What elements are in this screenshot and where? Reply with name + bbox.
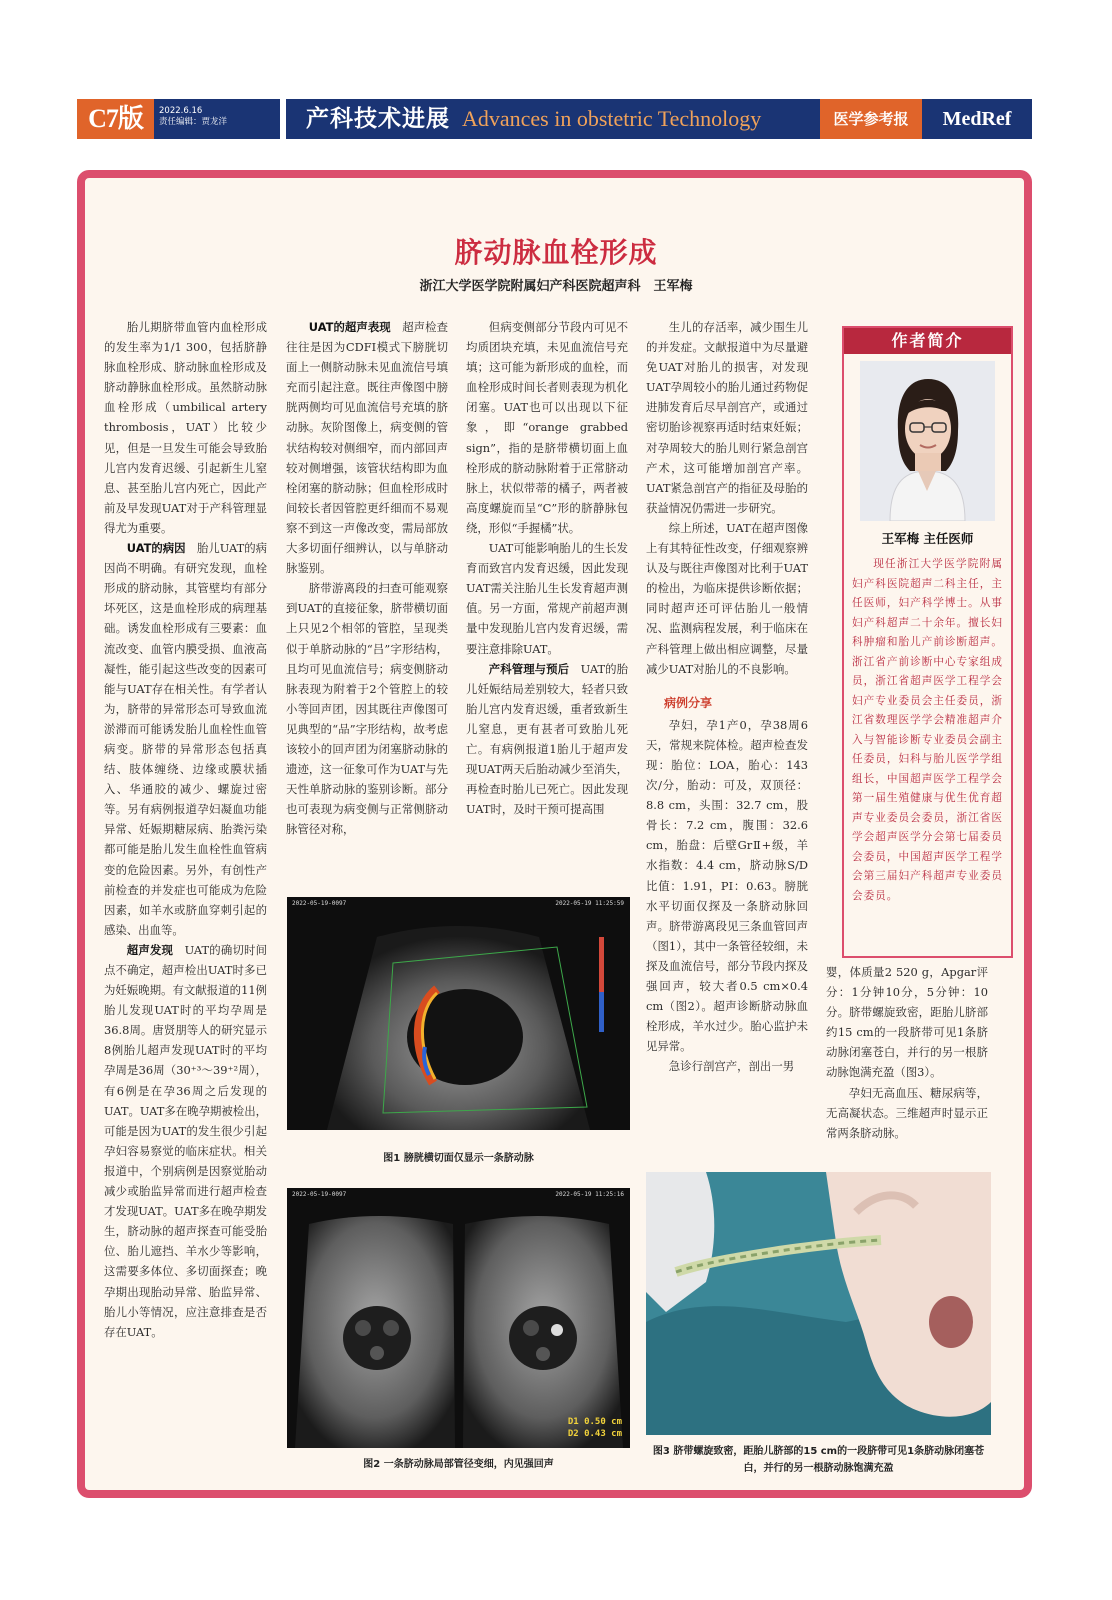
author-name: 王军梅 主任医师 — [881, 531, 974, 546]
column-banner — [286, 99, 820, 139]
scan-time: 2022-05-19 11:25:16 — [555, 1191, 624, 1198]
paragraph: 胎儿期脐带血管内血栓形成的发生率为1/1 300，包括脐静脉血栓形成、脐动脉血栓形成及脐动静脉血栓形成。虽然脐动脉血栓形成（umbilical artery thrombosis，UAT）比较少见，但是一旦发生可能会导致胎儿宫内发育迟缓、引起新生儿窒息、甚至胎儿宫内死亡，因此产前及早发现UAT对于产科管理显得尤为重要。 — [104, 320, 267, 535]
paragraph: 但病变侧部分节段内可见不均质团块充填，未见血流信号充填；这可能为新形成的血栓，而血栓形成时间长者则表现为机化闭塞。UAT也可以出现以下征象，即“orange grabbed sign”，指的是脐带横切面上血栓形成的脐动脉附着于正常脐动脉上，状似带蒂的橘子，两者被高度螺旋而呈“C”形的脐静脉包绕，形似“手握橘”状。 — [466, 320, 628, 535]
section-heading: UAT的病因 — [126, 541, 186, 556]
article-byline: 浙江大学医学院附属妇产科医院超声科 王军梅 — [419, 279, 693, 294]
figure-1-caption: 图1 膀胱横切面仅显示一条脐动脉 — [383, 1153, 534, 1164]
section-heading: 超声发现 — [126, 942, 174, 957]
paragraph: 超声发现 UAT的确切时间点不确定，超声检出UAT时多已为妊娠晚期。有文献报道的11例胎儿发现UAT时的平均孕周是36.8周。唐贤朋等人的研究显示8例胎儿超声发现UAT时的平均孕周是36周（30⁺³～39⁺²周），有6例是在孕36周之后发现的UAT。UAT多在晚孕期被检出，可能是因为UAT的发生很少引起孕妇容易察觉的临床症状。相关报道中，个别病例是因察觉胎动减少或胎监异常而进行超声检查才发现UAT。UAT多在晚孕期发生，脐动脉的超声探查可能受胎位、胎儿遮挡、羊水少等影响，这需要多体位、多切面探查；晚孕期出现胎动异常、胎监异常、胎儿小等情况，应注意排查是否存在UAT。 — [104, 942, 267, 1339]
paragraph: 产科管理与预后 UAT的胎儿妊娠结局差别较大，轻者只致胎儿宫内发育迟缓，重者致新生儿窒息，更有甚者可致胎儿死亡。有病例报道1胎儿于超声发现UAT两天后胎动减少至消失，再检查时胎儿已死亡。因此发现UAT时，及时干预可提高围 — [466, 661, 628, 817]
text-column-1 — [104, 317, 267, 1342]
portrait-illustration — [860, 361, 995, 521]
measurement-d2: D2 0.43 cm — [567, 1429, 622, 1439]
figure-1-ultrasound — [287, 897, 630, 1130]
issue-meta — [154, 99, 280, 139]
ultrasound-dual-image — [287, 1188, 630, 1448]
author-box — [842, 326, 1013, 958]
scan-time: 2022-05-19 11:25:59 — [555, 900, 624, 907]
issue-editor: 责任编辑：贾龙洋 — [159, 117, 228, 127]
paragraph: 婴，体质量2 520 g，Apgar评分：1分钟10分，5分钟：10分。脐带螺旋致密，距胎儿脐部约15 cm的一段脐带可见1条脐动脉闭塞苍白，并行的另一根脐动脉饱满充盈（图3）。 — [826, 965, 988, 1080]
scan-id: 2022-05-19-0097 — [292, 900, 347, 907]
scan-id: 2022-05-19-0097 — [292, 1191, 347, 1198]
case-heading: 病例分享 — [664, 695, 713, 710]
measurement-d1: D1 0.50 cm — [567, 1417, 622, 1427]
paragraph: UAT的病因 胎儿UAT的病因尚不明确。有研究发现，血栓形成的脐动脉，其管壁均有部分坏死区，这是血栓形成的病理基础。诱发血栓形成有三要素：血流改变、血管内膜受损、血液高凝性，能引起这些改变的因素可能与UAT存在相关性。有学者认为，脐带的异常形态可导致血流淤滞而可能诱发胎儿血栓性血管病变。脐带的异常形态包括真结、肢体缠绕、边缘或膜状插入、华通胶的减少、螺旋过密等。另有病例报道孕妇凝血功能异常、妊娠期糖尿病、胎粪污染都可能是胎儿发生血栓性血管病变的危险因素。另外，有创性产前检查的并发症也可能成为危险因素，如羊水或脐血穿刺引起的感染、出血等。 — [104, 541, 267, 937]
text-column-3 — [466, 317, 628, 819]
umbilical-cord-photo — [646, 1172, 991, 1435]
paragraph: 孕妇，孕1产0，孕38周6天，常规来院体检。超声检查发现：胎位：LOA，胎心：143次/分，胎动：可及，双顶径：8.8 cm，头围：32.7 cm，股骨长：7.2 cm，腹围：32.6 cm，胎盘：后壁GrⅡ+级，羊水指数：4.4 cm，脐动脉S/D比值：1.91，PI：0.63。膀胱水平切面仅探及一条脐动脉回声。脐带游离段见三条血管回声（图1），其中一条管径较细，未探及血流信号，部分节段内探及强回声，较大者0.5 cm×0.4 cm（图2）。超声诊断脐动脉血栓形成，羊水过少。胎心监护未见异常。 — [646, 717, 808, 1054]
author-heading: 作者简介 — [844, 328, 1011, 354]
ultrasound-doppler-image — [287, 897, 630, 1130]
text-column-4 — [646, 317, 808, 1076]
issue-date: 2022.6.16 — [159, 106, 203, 116]
figure-3-caption: 图3 脐带螺旋致密，距胎儿脐部的15 cm的一段脐带可见1条脐动脉闭塞苍白，并行的另一根脐动脉饱满充盈 — [652, 1446, 985, 1474]
paragraph: UAT的超声表现 超声检查往往是因为CDFI模式下膀胱切面上一侧脐动脉未见血流信号填充而引起注意。既往声像图中膀胱两侧均可见血流信号充填的脐动脉。灰阶图像上，病变侧的管状结构较对侧细窄，而内部回声较对侧增强，该管状结构即为血栓闭塞的脐动脉；但血栓形成时间较长者因管腔更纤细而不易观察不到这一声像改变，需局部放大多切面仔细辨认，以与单脐动脉鉴别。 — [286, 320, 448, 576]
article-title: 脐动脉血栓形成 — [454, 236, 658, 269]
brand-cn: 医学参考报 — [820, 99, 922, 139]
paragraph: 孕妇无高血压、糖尿病等，无高凝状态。三维超声时显示正常两条脐动脉。 — [826, 1085, 988, 1140]
section-heading: UAT的超声表现 — [308, 320, 391, 334]
author-bio: 现任浙江大学医学院附属妇产科医院超声二科主任，主任医师，妇产科学博士。从事妇产科超声二十余年。擅长妇科肿瘤和胎儿产前诊断超声。浙江省产前诊断中心专家组成员，浙江省超声医学工程学会妇产专业委员会主任委员，浙江省数理医学学会精准超声介入与智能诊断专业委员会副主任委员，妇科与胎儿医学学组组长，中国超声医学工程学会第一届生殖健康与优生优育超声专业委员会委员，浙江省医学会超声医学分会第七届委员会委员，中国超声医学工程学会第三届妇产科超声专业委员会委员。 — [852, 558, 1003, 902]
paragraph: 脐带游离段的扫查可能观察到UAT的直接征象，脐带横切面上只见2个相邻的管腔，呈现类似于单脐动脉的“吕”字形结构，且均可见血流信号；病变侧脐动脉表现为附着于2个管腔上的较小等回声团，因其既往声像图可见典型的“品”字形结构，故考虑该较小的回声团为闭塞脐动脉的遗迹，这一征象可作为UAT与先天性单脐动脉的鉴别诊断。部分也可表现为病变侧与正常侧脐动脉管径对称， — [286, 581, 448, 837]
paragraph: 生儿的存活率，减少围生儿的并发症。文献报道中为尽量避免UAT对胎儿的损害，对发现UAT孕周较小的胎儿通过药物促进肺发育后尽早剖宫产，或通过密切胎诊视察再适时结束妊娠；对孕周较大的胎儿则行紧急剖宫产术，这可能增加剖宫产率。UAT紧急剖宫产的指征及母胎的获益情况仍需进一步研究。 — [646, 320, 808, 515]
paragraph: 急诊行剖宫产，剖出一男 — [668, 1059, 795, 1074]
measurement-readout — [568, 1416, 622, 1440]
figure-2-ultrasound — [287, 1188, 630, 1448]
ultrasound-header — [287, 1188, 630, 1214]
brand-en: MedRef — [922, 99, 1032, 139]
column-title-cn: 产科技术进展 — [306, 105, 450, 132]
column-title-en: Advances in obstetric Technology — [462, 106, 762, 131]
ultrasound-header — [287, 897, 630, 923]
section-heading: 产科管理与预后 — [488, 661, 570, 676]
text-column-2 — [286, 317, 448, 839]
paragraph: UAT可能影响胎儿的生长发育而致宫内发育迟缓，因此发现UAT需关注胎儿生长发育超声测值。另一方面，常规产前超声测量中发现胎儿宫内发育迟缓，需要注意排除UAT。 — [466, 541, 628, 656]
page-number: C7版 — [77, 99, 154, 139]
paragraph: 综上所述，UAT在超声图像上有其特征性改变，仔细观察辨认及与既往声像图对比利于UAT的检出，为临床提供诊断依据；同时超声还可评估胎儿一般情况、监测病程发展，利于临床在产科管理上做出相应调整，尽量减少UAT对胎儿的不良影响。 — [646, 520, 808, 676]
author-portrait — [860, 361, 995, 521]
figure-2-caption: 图2 一条脐动脉局部管径变细，内见强回声 — [363, 1459, 554, 1470]
text-column-5 — [826, 962, 988, 1143]
figure-3-photo — [646, 1172, 991, 1435]
